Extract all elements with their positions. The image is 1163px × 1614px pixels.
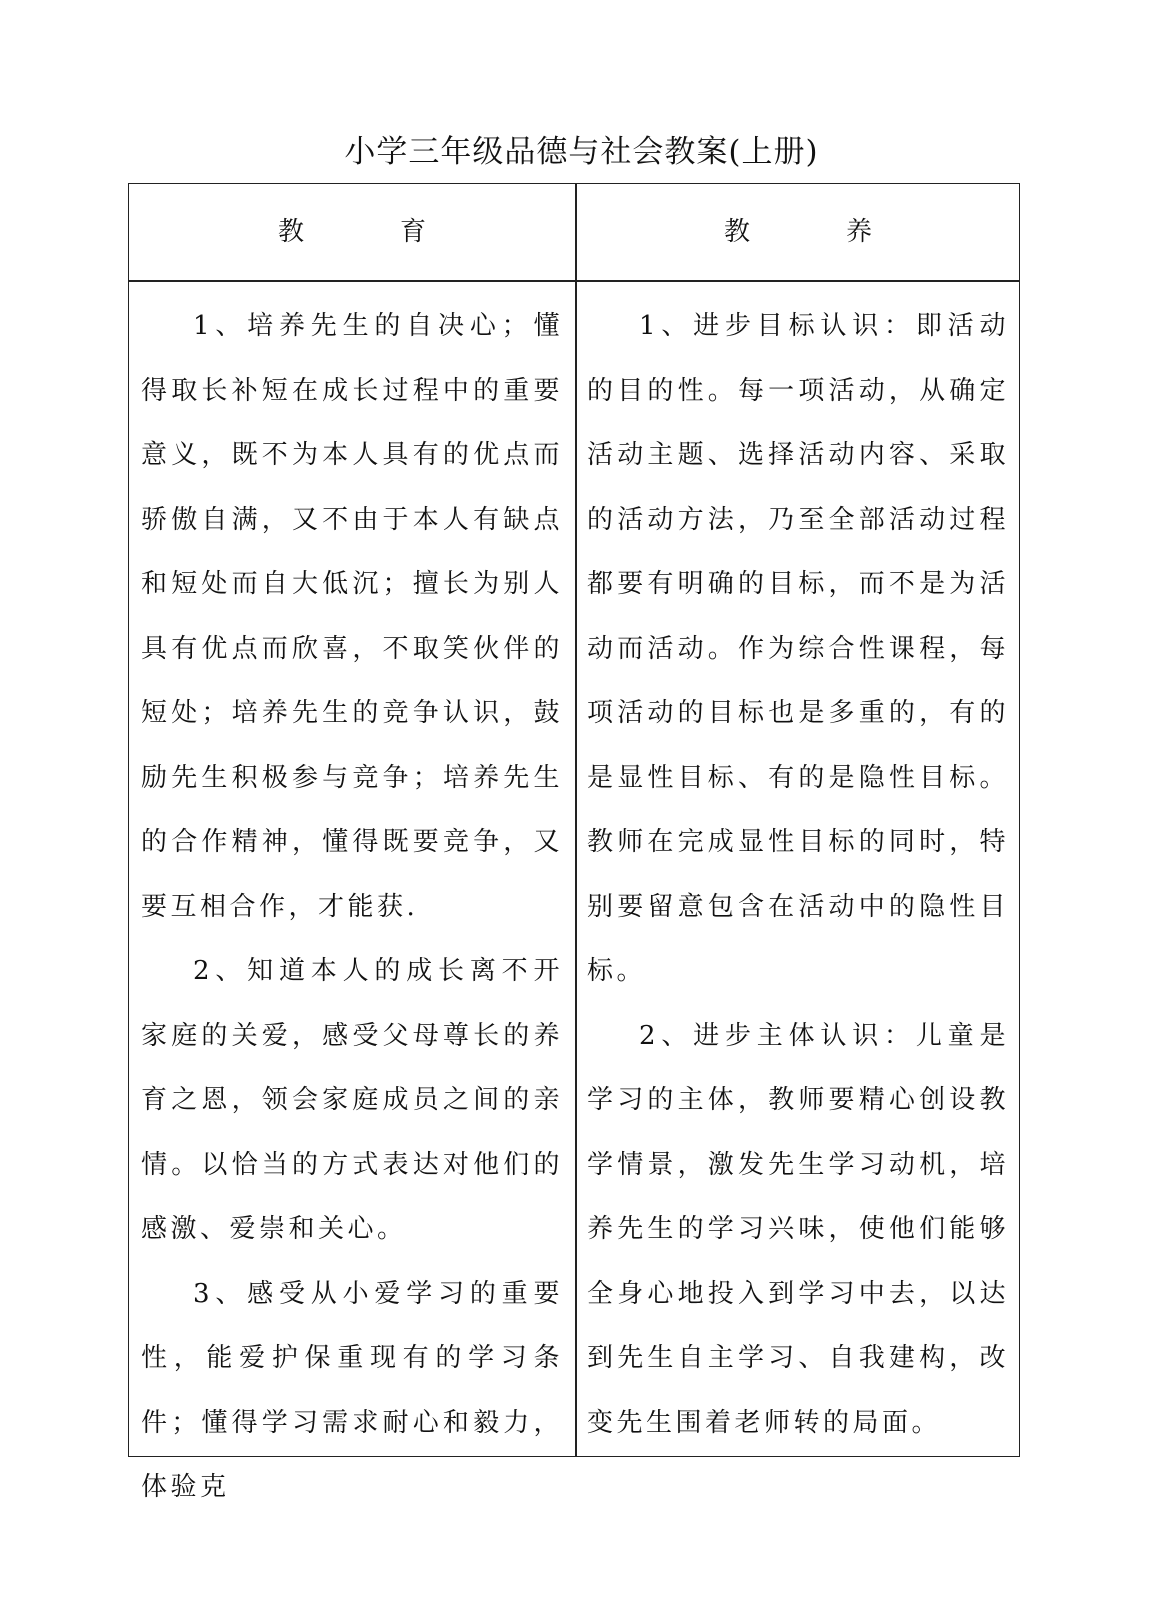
paragraph: 1、培养先生的自决心；懂得取长补短在成长过程中的重要意义，既不为本人具有的优点而骄傲自满，又不由于本人有缺点和短处而自大低沉；擅长为别人具有优点而欣喜，不取笑伙伴的短处；培养先生的竞争认识，鼓励先生积极参与竞争；培养先生的合作精神，懂得既要竞争，又要互相合作，才能获. [141, 311, 563, 922]
paragraph: 3、感受从小爱学习的重要性，能爱护保重现有的学习条件；懂得学习需求耐心和毅力，体验克 [141, 1278, 563, 1502]
header-char: 教 [723, 217, 750, 247]
education-column [141, 294, 563, 1520]
document-title: 小学三年级品德与社会教案(上册) [344, 134, 819, 170]
header-divider [129, 280, 1019, 282]
header-cell-education [129, 184, 575, 280]
header-char: 育 [400, 217, 427, 247]
paragraph: 1、进步目标认识：即活动的目的性。每一项活动，从确定活动主题、选择活动内容、采取的活动方法，乃至全部活动过程都要有明确的目标，而不是为活动而活动。作为综合性课程，每项活动的目标也是多重的，有的是显性目标、有的是隐性目标。教师在完成显性目标的同时，特别要留意包含在活动中的隐性目标。 [587, 311, 1009, 986]
paragraph: 2、进步主体认识：儿童是学习的主体，教师要精心创设教学情景，激发先生学习动机，培养先生的学习兴味，使他们能够全身心地投入到学习中去，以达到先生自主学习、自我建构，改变先生围着老师转的局面。 [587, 1020, 1009, 1438]
upbringing-column [587, 294, 1009, 1455]
lesson-plan-table [128, 183, 1020, 1502]
header-char: 教 [277, 217, 304, 247]
column-divider [575, 184, 577, 1456]
header-char: 养 [846, 217, 873, 247]
paragraph: 2、知道本人的成长离不开家庭的关爱，感受父母尊长的养育之恩，领会家庭成员之间的亲情。以恰当的方式表达对他们的感激、爱崇和关心。 [141, 956, 563, 1244]
header-cell-upbringing [575, 184, 1021, 280]
